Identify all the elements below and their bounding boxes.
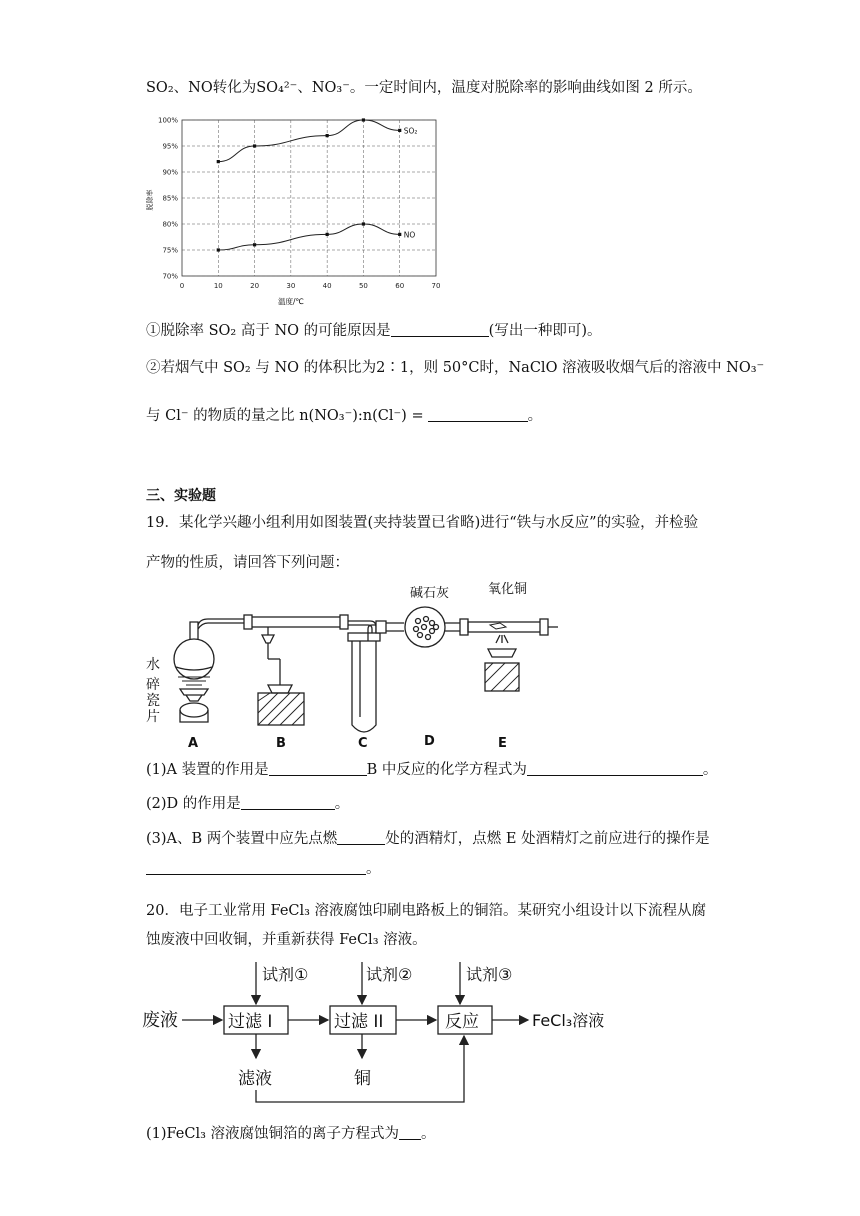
intro-suffix: 。一定时间内，温度对脱除率的影响曲线如图 2 所示。 — [349, 80, 702, 96]
letter-b: B — [276, 736, 286, 751]
test-tube-c — [348, 625, 380, 732]
data-point — [362, 118, 365, 121]
y-tick-label: 70% — [162, 272, 178, 281]
flow-reagent2: 试剂② — [366, 965, 413, 984]
q19-part2-a: (2)D 的作用是 — [146, 796, 241, 812]
q19-part1-a: (1)A 装置的作用是 — [146, 762, 269, 778]
data-point — [217, 160, 220, 163]
q19-part3-b: 处的酒精灯，点燃 E 处酒精灯之前应进行的操作是 — [385, 831, 710, 847]
tube-b — [244, 615, 376, 725]
answer-blank[interactable] — [399, 1124, 421, 1140]
y-tick-label: 95% — [162, 142, 178, 151]
x-tick-label: 0 — [179, 282, 185, 290]
nitrate-ion: NO₃⁻ — [311, 80, 350, 96]
chart-xlabel: 温度/℃ — [278, 297, 304, 306]
y-tick-label: 80% — [162, 220, 178, 229]
flask-a — [174, 619, 250, 722]
answer-blank[interactable] — [269, 760, 367, 776]
section-title: 三、实验题 — [146, 488, 216, 504]
q19-part1-b: B 中反应的化学方程式为 — [366, 762, 527, 778]
data-point — [398, 233, 401, 236]
data-point — [253, 144, 256, 147]
series-line-0 — [218, 120, 399, 162]
answer-blank[interactable] — [146, 859, 366, 875]
series-label: NO — [403, 230, 416, 240]
q18-part1-end: (写出一种即可)。 — [488, 323, 602, 339]
x-tick-label: 10 — [213, 282, 223, 290]
answer-blank[interactable] — [337, 829, 385, 845]
removal-rate-chart — [140, 112, 460, 312]
q19-part2-b: 。 — [334, 796, 350, 812]
y-tick-label: 90% — [162, 168, 178, 177]
flow-filtrate: 滤液 — [238, 1069, 272, 1089]
flow-filter1: 过滤 I — [228, 1012, 273, 1032]
drying-tube-d — [376, 607, 468, 647]
flow-waste: 废液 — [142, 1010, 178, 1031]
chart-ylabel: 脱除率 — [146, 189, 154, 211]
q19-stem-line2: 产物的性质，请回答下列问题： — [146, 555, 349, 571]
q20-part1 — [146, 1124, 436, 1144]
q19-part3-c: 。 — [366, 861, 381, 877]
y-tick-label: 100% — [157, 116, 178, 125]
series-line-1 — [218, 224, 399, 250]
intro-prefix: SO₂、NO转化为 — [146, 80, 257, 96]
q20-stem-line2: 蚀废液中回收铜，并重新获得 FeCl₃ 溶液。 — [146, 932, 427, 948]
flow-reagent3: 试剂③ — [466, 965, 513, 984]
x-tick-label: 50 — [358, 282, 368, 290]
label-chips-2: 瓷 — [146, 693, 160, 709]
q18-part1-prefix: ①脱除率 — [146, 323, 204, 339]
q18-part2-line2 — [146, 406, 542, 426]
q19-part3-a: (3)A、B 两个装置中应先点燃 — [146, 831, 338, 847]
q19-part1 — [146, 760, 717, 780]
flow-reagent1: 试剂① — [262, 965, 309, 984]
flow-diagram — [140, 958, 620, 1108]
q19-part3-line1 — [146, 829, 710, 849]
data-point — [217, 248, 220, 251]
intro-separator: 、 — [297, 80, 312, 96]
x-tick-label: 60 — [395, 282, 405, 290]
q18-part1 — [146, 321, 601, 341]
q20-part1-b: 。 — [421, 1126, 436, 1142]
sulfate-ion: SO₄²⁻ — [256, 80, 298, 96]
data-point — [326, 134, 329, 137]
q19-part3-line2 — [146, 859, 381, 879]
x-tick-label: 20 — [250, 282, 260, 290]
label-chips-1: 碎 — [146, 677, 160, 693]
answer-blank[interactable] — [428, 406, 528, 422]
flow-product: FeCl₃溶液 — [532, 1011, 605, 1030]
q18-part1-suffix: 高于 NO 的可能原因是 — [240, 323, 391, 339]
q20-stem-line1: 20．电子工业常用 FeCl₃ 溶液腐蚀印刷电路板上的铜箔。某研究小组设计以下流程从腐 — [146, 903, 707, 919]
q20-part1-a: (1)FeCl₃ 溶液腐蚀铜箔的离子方程式为 — [146, 1126, 400, 1142]
answer-blank[interactable] — [527, 760, 703, 776]
letter-c: C — [358, 736, 368, 751]
q19-part1-c: 。 — [702, 762, 718, 778]
label-chips-3: 片 — [146, 709, 160, 725]
answer-blank[interactable] — [391, 321, 489, 337]
tube-e — [468, 619, 558, 691]
q18-part2-line1: ②若烟气中 SO₂ 与 NO 的体积比为2∶1，则 50°C时，NaClO 溶液吸收烟气后的溶液中 NO₃⁻ — [146, 360, 765, 376]
flow-filter2: 过滤 II — [334, 1012, 384, 1032]
letter-e: E — [498, 736, 507, 751]
label-soda-lime: 碱石灰 — [410, 586, 450, 601]
q19-part2 — [146, 794, 349, 814]
label-water: 水 — [146, 657, 160, 673]
series-label: SO₂ — [403, 126, 418, 136]
label-cuo: 氧化铜 — [488, 582, 528, 597]
q19-stem-line1: 19．某化学兴趣小组利用如图装置(夹持装置已省略)进行“铁与水反应”的实验，并检验 — [146, 515, 699, 531]
data-point — [326, 233, 329, 236]
letter-a: A — [188, 736, 199, 751]
data-point — [398, 129, 401, 132]
q18-part1-so2: SO₂ — [208, 323, 237, 339]
answer-blank[interactable] — [241, 794, 335, 810]
x-tick-label: 40 — [322, 282, 332, 290]
flow-copper: 铜 — [354, 1069, 371, 1089]
data-point — [362, 222, 365, 225]
q18-part2-prefix: 与 Cl⁻ 的物质的量之比 n(NO₃⁻):n(Cl⁻) = — [146, 408, 424, 424]
intro-line — [146, 78, 702, 98]
y-tick-label: 75% — [162, 246, 178, 255]
flow-react: 反应 — [445, 1012, 479, 1032]
x-tick-label: 70 — [431, 282, 441, 290]
x-tick-label: 30 — [286, 282, 296, 290]
q18-part2-end: 。 — [527, 408, 543, 424]
letter-d: D — [424, 734, 435, 749]
y-tick-label: 85% — [162, 194, 178, 203]
data-point — [253, 243, 256, 246]
apparatus-diagram — [140, 577, 560, 752]
